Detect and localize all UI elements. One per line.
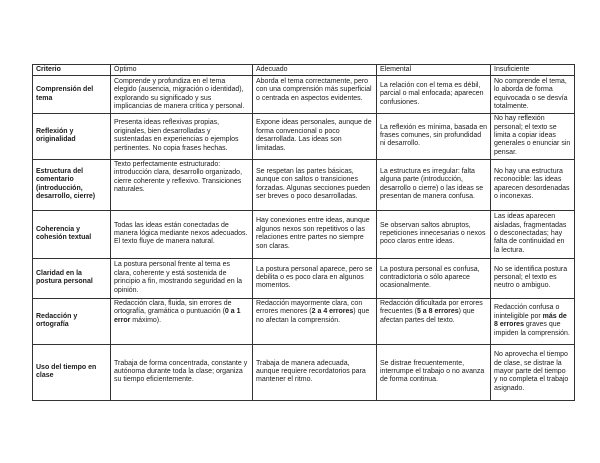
cell-adecuado: Hay conexiones entre ideas, aunque algunos nexos son repetitivos o las relaciones entre partes no siempre son claras. <box>253 210 377 258</box>
cell-optimo: La postura personal frente al tema es clara, coherente y está sostenida de principio a fin, mostrando seguridad en la opinión. <box>111 258 253 298</box>
table-row <box>33 344 575 400</box>
cell-optimo <box>111 298 253 344</box>
row-criterio: Coherencia y cohesión textual <box>33 210 111 258</box>
cell-elemental: La relación con el tema es débil, parcial o mal enfocada; aparecen confusiones. <box>377 76 491 113</box>
cell-insuficiente: Las ideas aparecen aisladas, fragmentadas o desconectadas; hay falta de continuidad en la lectura. <box>491 210 575 258</box>
cell-insuficiente: No hay reflexión personal; el texto se limita a copiar ideas generales o enunciar sin pensar. <box>491 113 575 159</box>
cell-adecuado: Aborda el tema correctamente, pero con una comprensión más superficial o centrada en aspectos evidentes. <box>253 76 377 113</box>
cell-elemental: La postura personal es confusa, contradictoria o sólo aparece ocasionalmente. <box>377 258 491 298</box>
error-count: más de 8 errores <box>494 312 567 329</box>
cell-adecuado: La postura personal aparece, pero se debilita o es poco clara en algunos momentos. <box>253 258 377 298</box>
cell-text: ) que no afectan la comprensión. <box>256 308 370 324</box>
header-insuficiente: Insuficiente <box>491 65 575 76</box>
cell-adecuado: Expone ideas personales, aunque de forma convencional o poco desarrollada. Las ideas son limitadas. <box>253 113 377 159</box>
cell-elemental: La estructura es irregular: falta alguna parte (introducción, desarrollo o cierre) o las ideas se presentan de manera confusa. <box>377 159 491 210</box>
cell-adecuado: Se respetan las partes básicas, aunque con saltos o transiciones forzadas. Algunas secciones pueden ser breves o poco desarrolladas. <box>253 159 377 210</box>
cell-insuficiente: No hay una estructura reconocible: las ideas aparecen desordenadas o inconexas. <box>491 159 575 210</box>
header-optimo: Óptimo <box>111 65 253 76</box>
cell-text: Redacción confusa o ininteligible por <box>494 304 560 320</box>
table-row <box>33 76 575 113</box>
header-row <box>33 65 575 76</box>
cell-optimo: Trabaja de forma concentrada, constante y autónoma durante toda la clase; organiza su tiempo eficientemente. <box>111 344 253 400</box>
row-criterio: Redacción y ortografía <box>33 298 111 344</box>
table-row <box>33 113 575 159</box>
cell-text: Redacción dificultada por errores frecuentes ( <box>380 300 483 316</box>
cell-text: ) que afectan partes del texto. <box>380 308 475 324</box>
cell-optimo: Texto perfectamente estructurado: introducción clara, desarrollo organizado, cierre coherente y reflexivo. Transiciones naturales. <box>111 159 253 210</box>
row-criterio: Estructura del comentario (introducción, desarrollo, cierre) <box>33 159 111 210</box>
error-count: 0 a 1 error <box>114 308 241 324</box>
cell-elemental <box>377 298 491 344</box>
cell-text: Redacción clara, fluida, sin errores de ortografía, gramática o puntuación ( <box>114 300 232 316</box>
cell-adecuado <box>253 298 377 344</box>
row-criterio: Comprensión del tema <box>33 76 111 113</box>
cell-elemental: Se distrae frecuentemente, interrumpe el trabajo o no avanza de forma continua. <box>377 344 491 400</box>
cell-insuficiente: No comprende el tema, lo aborda de forma equivocada o se desvía totalmente. <box>491 76 575 113</box>
cell-text: graves que impiden la comprensión. <box>494 321 570 337</box>
table-row <box>33 159 575 210</box>
error-count: 2 a 4 errores <box>311 308 354 316</box>
cell-text: máximo). <box>130 316 162 324</box>
row-criterio: Reflexión y originalidad <box>33 113 111 159</box>
cell-insuficiente: No se identifica postura personal; el texto es neutro o ambiguo. <box>491 258 575 298</box>
table-row <box>33 298 575 344</box>
cell-optimo: Comprende y profundiza en el tema elegido (ausencia, migración o identidad), explorando su significado y sus implicancias de manera crítica y personal. <box>111 76 253 113</box>
table-row <box>33 210 575 258</box>
cell-insuficiente: No aprovecha el tiempo de clase, se distrae la mayor parte del tiempo y no completa el trabajo asignado. <box>491 344 575 400</box>
cell-elemental: Se observan saltos abruptos, repeticiones innecesarias o nexos poco claros entre ideas. <box>377 210 491 258</box>
error-count: 5 a 8 errores <box>416 308 459 316</box>
row-criterio: Claridad en la postura personal <box>33 258 111 298</box>
cell-adecuado: Trabaja de manera adecuada, aunque requiere recordatorios para mantener el ritmo. <box>253 344 377 400</box>
header-criterio: Criterio <box>33 65 111 76</box>
row-criterio: Uso del tiempo en clase <box>33 344 111 400</box>
cell-elemental: La reflexión es mínima, basada en frases comunes, sin profundidad ni desarrollo. <box>377 113 491 159</box>
rubric-table <box>32 64 575 401</box>
cell-optimo: Presenta ideas reflexivas propias, originales, bien desarrolladas y sustentadas en experiencias o ejemplos pertinentes. No copia frases hechas. <box>111 113 253 159</box>
table-row <box>33 258 575 298</box>
cell-text: Redacción mayormente clara, con errores menores ( <box>256 300 363 316</box>
header-elemental: Elemental <box>377 65 491 76</box>
header-adecuado: Adecuado <box>253 65 377 76</box>
cell-insuficiente <box>491 298 575 344</box>
cell-optimo: Todas las ideas están conectadas de manera lógica mediante nexos adecuados. El texto fluye de manera natural. <box>111 210 253 258</box>
